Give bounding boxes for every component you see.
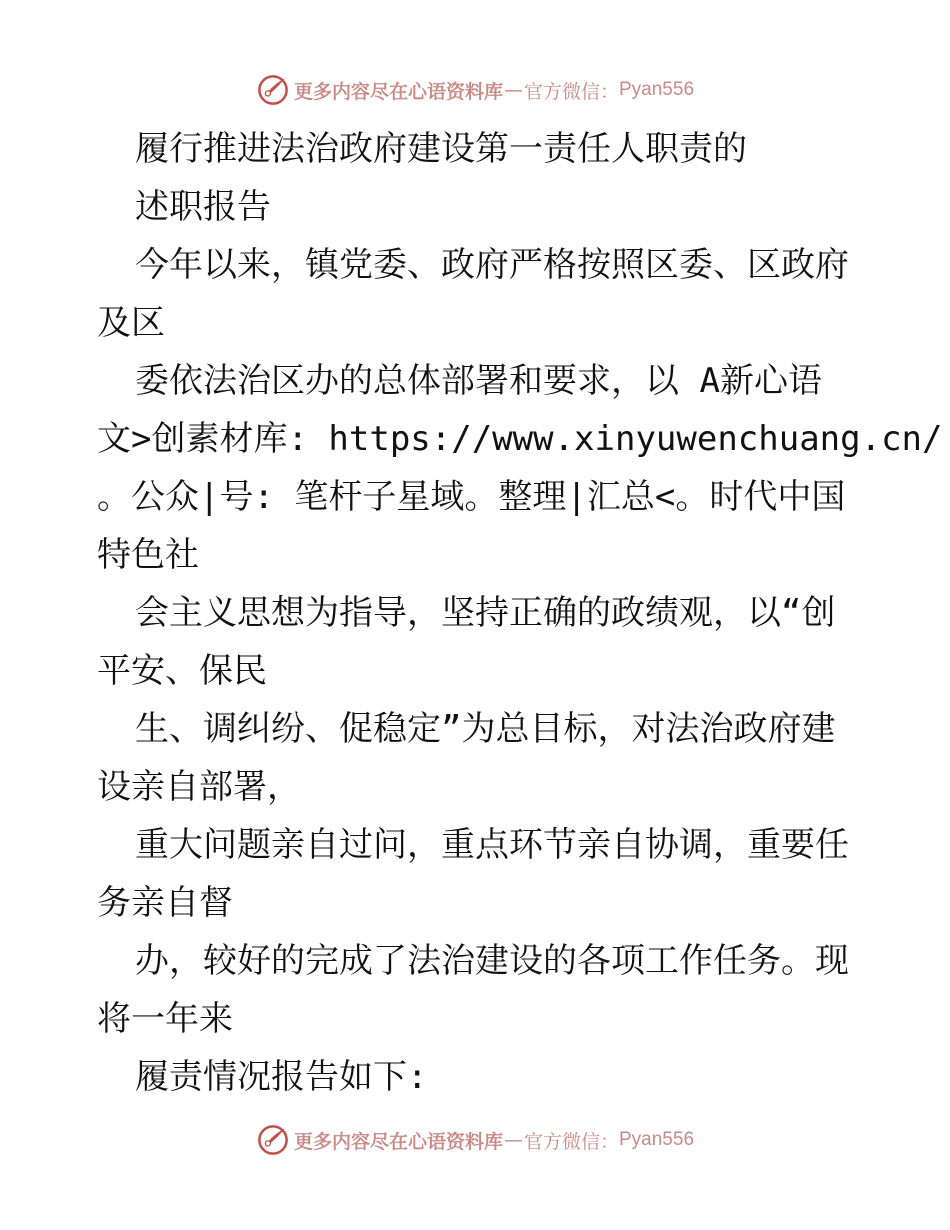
doc-line: 。公众|号: 笔杆子星域。整理|汇总<。时代中国 xyxy=(97,477,846,517)
doc-line: 平安、保民 xyxy=(97,651,267,691)
watermark-dash: — xyxy=(503,1129,523,1151)
header-watermark xyxy=(0,70,950,110)
doc-line: 将一年来 xyxy=(97,999,233,1039)
doc-line: 今年以来，镇党委、政府严格按照区委、区政府 xyxy=(135,245,849,285)
doc-line: 重大问题亲自过问，重点环节亲自协调，重要任 xyxy=(135,825,849,865)
quill-circle-logo-icon xyxy=(256,1123,290,1157)
watermark-official-label: 官方微信： xyxy=(523,80,619,103)
watermark-brand: 更多内容尽在心语资料库 xyxy=(293,80,503,103)
doc-line: 文>创素材库: https://www.xinyuwenchuang.cn/ xyxy=(97,419,943,459)
doc-title-line-1: 履行推进法治政府建设第一责任人职责的 xyxy=(135,129,747,169)
doc-line: 务亲自督 xyxy=(97,883,233,923)
document-body xyxy=(97,120,943,1106)
watermark-wechat-id: Pyan556 xyxy=(619,1129,695,1150)
footer-watermark xyxy=(0,1120,950,1160)
watermark-brand: 更多内容尽在心语资料库 xyxy=(293,1130,503,1153)
doc-line: 生、调纠纷、促稳定”为总目标，对法治政府建 xyxy=(135,709,836,749)
doc-line: 特色社 xyxy=(97,535,199,575)
doc-line: 设亲自部署， xyxy=(97,767,301,807)
watermark-dash: — xyxy=(503,79,523,101)
doc-line: 委依法治区办的总体部署和要求，以 A新心语 xyxy=(135,361,822,401)
doc-line: 及区 xyxy=(97,303,165,343)
watermark-wechat-id: Pyan556 xyxy=(619,79,695,100)
doc-line: 履责情况报告如下: xyxy=(135,1057,428,1097)
doc-line: 办，较好的完成了法治建设的各项工作任务。现 xyxy=(135,941,849,981)
watermark-official-label: 官方微信： xyxy=(523,1130,619,1153)
doc-title-line-2: 述职报告 xyxy=(135,187,271,227)
doc-line: 会主义思想为指导，坚持正确的政绩观，以“创 xyxy=(135,593,836,633)
quill-circle-logo-icon xyxy=(256,73,290,107)
